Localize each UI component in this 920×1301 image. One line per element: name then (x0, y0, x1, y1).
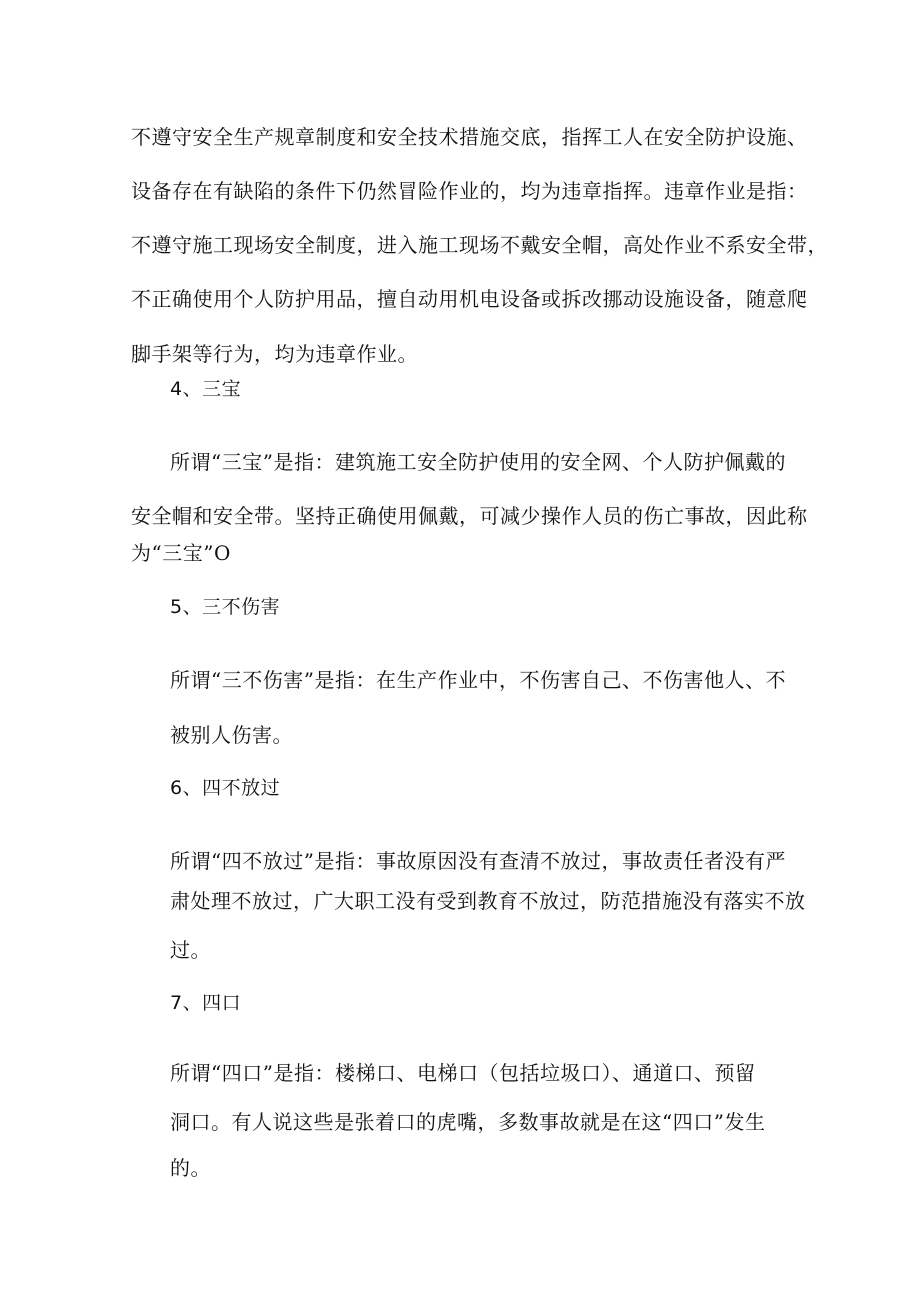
sikou-line-1: 所谓“四口”是指：楼梯口、电梯口（包括垃圾口）、通道口、预留 (170, 1061, 756, 1085)
section-heading-sanbao: 4、三宝 (170, 378, 242, 400)
intro-line-5: 脚手架等行为，均为违章作业。 (131, 342, 418, 366)
sanbao-line-3: 为“三宝”O (131, 541, 231, 565)
section-heading-sikou: 7、四口 (170, 992, 242, 1014)
intro-line-2: 设备存在有缺陷的条件下仍然冒险作业的，均为违章指挥。违章作业是指： (131, 179, 808, 203)
sanbushanghai-line-1: 所谓“三不伤害”是指：在生产作业中，不伤害自己、不伤害他人、不 (170, 668, 786, 692)
sibufangguo-line-1: 所谓“四不放过”是指：事故原因没有查清不放过，事故责任者没有严 (170, 849, 786, 873)
sikou-line-2: 洞口。有人说这些是张着口的虎嘴，多数事故就是在这“四口”发生 (170, 1110, 766, 1134)
sikou-line-3: 的。 (170, 1156, 211, 1180)
section-heading-sibufangguo: 6、四不放过 (170, 777, 281, 799)
intro-line-3: 不遵守施工现场安全制度，进入施工现场不戴安全帽，高处作业不系安全带， (131, 233, 828, 257)
section-heading-sanbushanghai: 5、三不伤害 (170, 596, 281, 618)
intro-line-4: 不正确使用个人防护用品，擅自动用机电设备或拆改挪动设施设备，随意爬 (131, 287, 808, 311)
sanbao-line-2: 安全帽和安全带。坚持正确使用佩戴，可减少操作人员的伤亡事故，因此称 (131, 504, 808, 528)
sanbushanghai-line-2: 被别人伤害。 (170, 723, 293, 747)
sibufangguo-line-2: 肃处理不放过，广大职工没有受到教育不放过，防范措施没有落实不放 (170, 889, 806, 913)
sibufangguo-line-3: 过。 (170, 938, 211, 962)
intro-line-1: 不遵守安全生产规章制度和安全技术措施交底，指挥工人在安全防护设施、 (131, 125, 808, 149)
sanbao-line-1: 所谓“三宝”是指：建筑施工安全防护使用的安全网、个人防护佩戴的 (170, 450, 786, 474)
